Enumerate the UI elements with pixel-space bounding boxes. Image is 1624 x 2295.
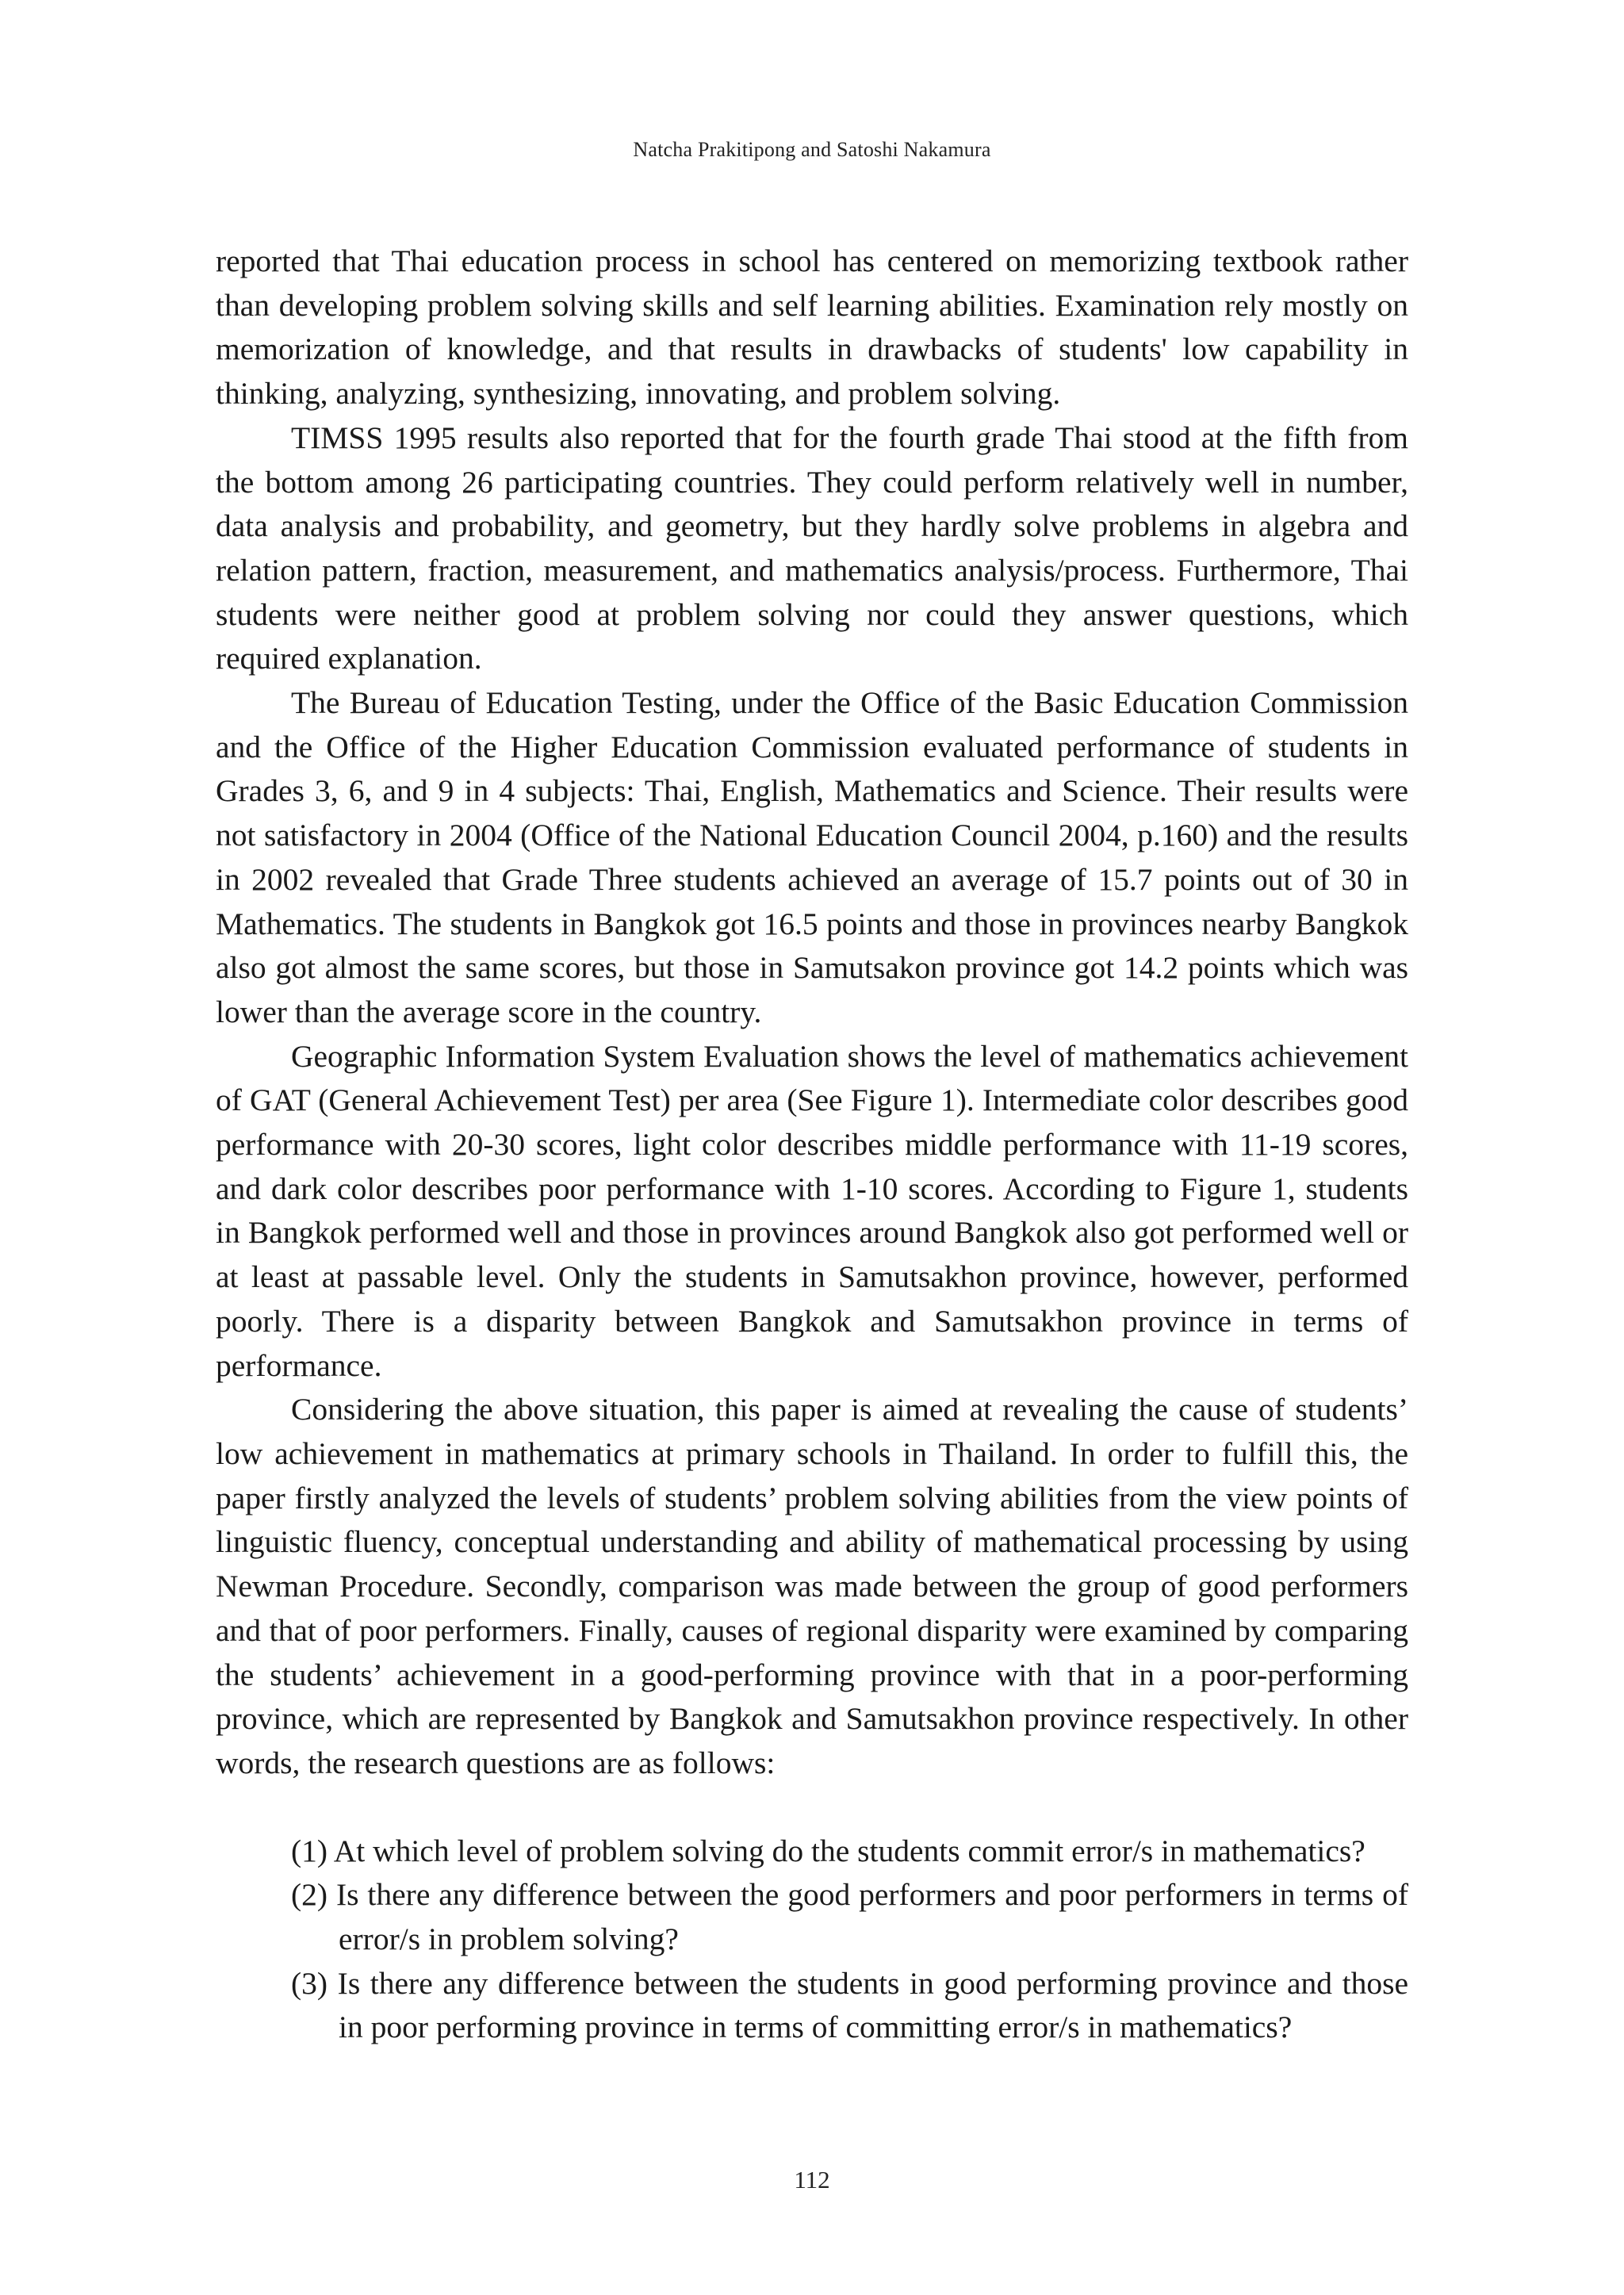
- paragraph-aim: Considering the above situation, this paper is aimed at revealing the cause of students’ low achievement in mathematics at primary schools in Thailand. In order to fulfill this, the paper firstly analyzed the levels of students’ problem solving abilities from the view points of linguistic fluency, conceptual understanding and ability of mathematical processing by using Newman Procedure. Secondly, comparison was made between the group of good performers and that of poor performers. Finally, causes of regional disparity were examined by comparing the students’ achievement in a good-performing province with that in a poor-performing province, which are represented by Bangkok and Samutsakhon province respectively. In other words, the research questions are as follows:: [216, 1392, 1408, 1780]
- research-questions-list: [216, 1829, 1408, 2051]
- research-question-2: [216, 1873, 1408, 1961]
- paragraph-bureau-testing: The Bureau of Education Testing, under the Office of the Basic Education Commission and the Office of the Higher Education Commission evaluated performance of students in Grades 3, 6, and 9 in 4 subjects: Thai, English, Mathematics and Science. Their results were not satisfactory in 2004 (Office of the National Education Council 2004, p.160) and the results in 2002 revealed that Grade Three students achieved an average of 15.7 points out of 30 in Mathematics. The students in Bangkok got 16.5 points and those in provinces nearby Bangkok also got almost the same scores, but those in Samutsakon province got 14.2 points which was lower than the average score in the country.: [216, 685, 1408, 1029]
- research-question-1: [216, 1829, 1408, 1874]
- paragraph-gis-evaluation: Geographic Information System Evaluation shows the level of mathematics achievement of GAT (General Achievement Test) per area (See Figure 1). Intermediate color describes good performance with 20-30 scores, light color describes middle performance with 11-19 scores, and dark color describes poor performance with 1-10 scores. According to Figure 1, students in Bangkok performed well and those in provinces around Bangkok also got performed well or at least at passable level. Only the students in Samutsakhon province, however, performed poorly. There is a disparity between Bangkok and Samutsakhon province in terms of performance.: [216, 1038, 1408, 1383]
- question-text: At which level of problem solving do the students commit error/s in mathematics?: [333, 1833, 1365, 1868]
- paragraph-continuation: reported that Thai education process in school has centered on memorizing textbook rather than developing problem solving skills and self learning abilities. Examination rely mostly on memorization of knowledge, and that results in drawbacks of students' low capability in thinking, analyzing, synthesizing, innovating, and problem solving.: [216, 243, 1408, 412]
- question-number: (1): [291, 1833, 328, 1868]
- question-text: Is there any difference between the good performers and poor performers in terms of error/s in problem solving?: [335, 1877, 1408, 1957]
- paragraph-timss: TIMSS 1995 results also reported that for the fourth grade Thai stood at the fifth from the bottom among 26 participating countries. They could perform relatively well in number, data analysis and probability, and geometry, but they hardly solve problems in algebra and relation pattern, fraction, measurement, and mathematics analysis/process. Furthermore, Thai students were neither good at problem solving nor could they answer questions, which required explanation.: [216, 420, 1408, 676]
- page-number: 112: [794, 2166, 830, 2193]
- research-question-3: [216, 1962, 1408, 2050]
- question-number: (2): [291, 1877, 328, 1913]
- running-header: Natcha Prakitipong and Satoshi Nakamura: [633, 138, 991, 161]
- question-text: Is there any difference between the students in good performing province and those in poor performing province in terms of committing error/s in mathematics?: [337, 1965, 1409, 2045]
- body-text: [216, 239, 1408, 2050]
- question-number: (3): [291, 1965, 328, 2001]
